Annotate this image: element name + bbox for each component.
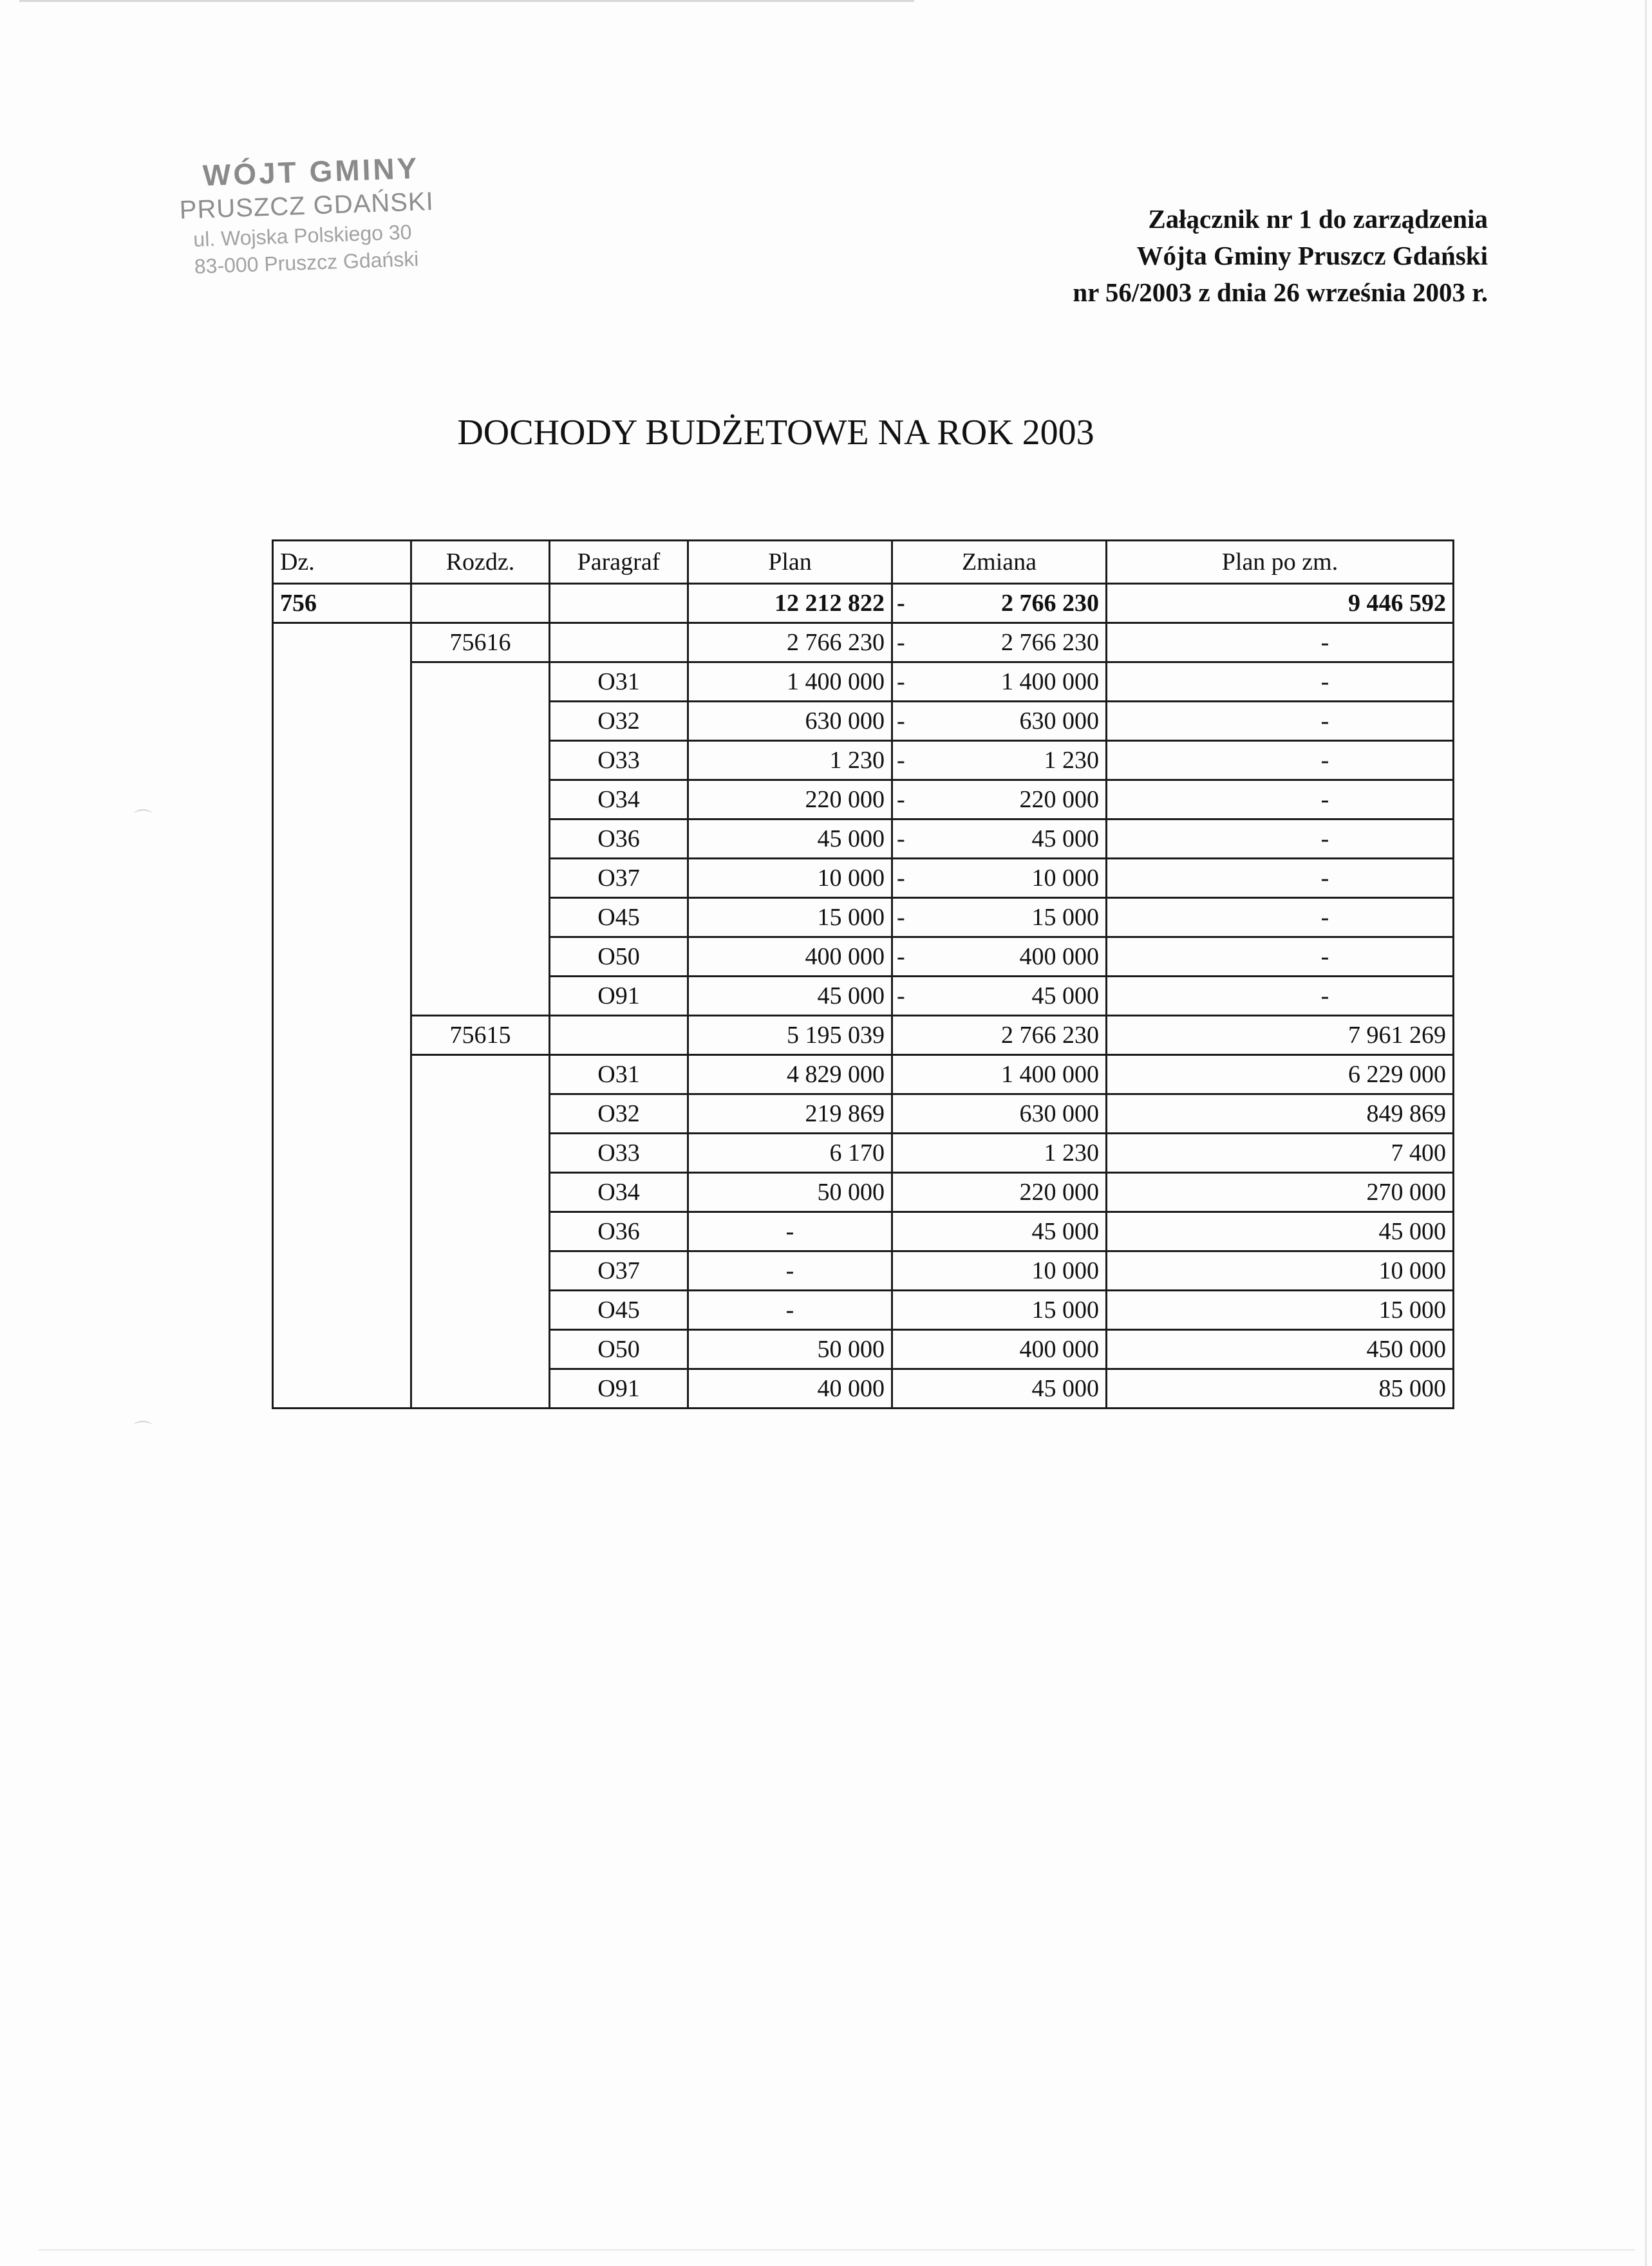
cell-dz <box>273 977 411 1016</box>
cell-dz <box>273 1173 411 1212</box>
cell-rozdz <box>411 1251 550 1291</box>
table-row <box>273 780 1454 819</box>
cell-sign: - <box>892 819 915 859</box>
cell-dz <box>273 1291 411 1330</box>
cell-plan-po-zm: - <box>1107 859 1454 898</box>
cell-plan-po-zm: 270 000 <box>1107 1173 1454 1212</box>
stamp-line-3: ul. Wojska Polskiego 30 <box>192 220 412 251</box>
document-title <box>0 412 1652 453</box>
table-row <box>273 1016 1454 1055</box>
table-row <box>273 741 1454 780</box>
cell-plan-po-zm: - <box>1107 702 1454 741</box>
cell-rozdz <box>411 1369 550 1409</box>
cell-zmiana: 2 766 230 <box>915 584 1107 623</box>
scan-mark: ⌒ <box>134 1421 153 1441</box>
cell-plan: 50 000 <box>688 1330 892 1369</box>
cell-paragraf: O33 <box>550 741 688 780</box>
cell-zmiana: 2 766 230 <box>915 1016 1107 1055</box>
cell-sign <box>892 1055 915 1094</box>
cell-paragraf: O37 <box>550 859 688 898</box>
cell-zmiana: 400 000 <box>915 937 1107 977</box>
cell-plan-po-zm: 849 869 <box>1107 1094 1454 1134</box>
cell-dz <box>273 1055 411 1094</box>
table-row <box>273 898 1454 937</box>
table-body <box>273 584 1454 1409</box>
cell-dz <box>273 898 411 937</box>
cell-paragraf: O45 <box>550 898 688 937</box>
cell-sign <box>892 1251 915 1291</box>
cell-dz <box>273 623 411 662</box>
cell-sign: - <box>892 702 915 741</box>
cell-paragraf: O32 <box>550 1094 688 1134</box>
cell-zmiana: 10 000 <box>915 859 1107 898</box>
cell-rozdz <box>411 780 550 819</box>
cell-plan-po-zm: - <box>1107 662 1454 702</box>
cell-sign <box>892 1173 915 1212</box>
table-row <box>273 1173 1454 1212</box>
cell-plan: - <box>688 1212 892 1251</box>
table-row <box>273 584 1454 623</box>
cell-plan: 1 400 000 <box>688 662 892 702</box>
cell-sign: - <box>892 741 915 780</box>
cell-zmiana: 1 230 <box>915 1134 1107 1173</box>
cell-paragraf: O50 <box>550 937 688 977</box>
table-row <box>273 623 1454 662</box>
cell-paragraf: O36 <box>550 819 688 859</box>
cell-rozdz <box>411 859 550 898</box>
cell-plan: 400 000 <box>688 937 892 977</box>
cell-sign <box>892 1134 915 1173</box>
cell-plan-po-zm: - <box>1107 977 1454 1016</box>
cell-plan: 5 195 039 <box>688 1016 892 1055</box>
cell-dz: 756 <box>273 584 411 623</box>
stamp-line-1: WÓJT GMINY <box>202 151 420 192</box>
table-row <box>273 1094 1454 1134</box>
cell-sign <box>892 1369 915 1409</box>
cell-plan: 1 230 <box>688 741 892 780</box>
cell-plan-po-zm: - <box>1107 741 1454 780</box>
cell-zmiana: 45 000 <box>915 819 1107 859</box>
cell-dz <box>273 1016 411 1055</box>
cell-rozdz: 75615 <box>411 1016 550 1055</box>
header-rozdz: Rozdz. <box>411 541 550 584</box>
cell-sign <box>892 1016 915 1055</box>
cell-rozdz <box>411 1055 550 1094</box>
table-row <box>273 977 1454 1016</box>
cell-paragraf: O31 <box>550 1055 688 1094</box>
table-row <box>273 1291 1454 1330</box>
cell-plan-po-zm: - <box>1107 623 1454 662</box>
table-row <box>273 859 1454 898</box>
scan-mark: ⌒ <box>134 809 153 829</box>
cell-plan: - <box>688 1291 892 1330</box>
table-row <box>273 1212 1454 1251</box>
cell-sign: - <box>892 623 915 662</box>
cell-rozdz <box>411 584 550 623</box>
cell-zmiana: 630 000 <box>915 1094 1107 1134</box>
cell-paragraf <box>550 1016 688 1055</box>
cell-zmiana: 15 000 <box>915 1291 1107 1330</box>
header-plan-po-zm: Plan po zm. <box>1107 541 1454 584</box>
cell-dz <box>273 859 411 898</box>
cell-sign: - <box>892 662 915 702</box>
cell-zmiana: 45 000 <box>915 1212 1107 1251</box>
cell-dz <box>273 1134 411 1173</box>
cell-plan: 4 829 000 <box>688 1055 892 1094</box>
cell-rozdz <box>411 1173 550 1212</box>
cell-zmiana: 220 000 <box>915 1173 1107 1212</box>
cell-paragraf: O37 <box>550 1251 688 1291</box>
cell-rozdz <box>411 1291 550 1330</box>
cell-sign: - <box>892 780 915 819</box>
cell-rozdz <box>411 1094 550 1134</box>
cell-sign: - <box>892 977 915 1016</box>
cell-sign <box>892 1291 915 1330</box>
cell-sign <box>892 1094 915 1134</box>
cell-sign: - <box>892 859 915 898</box>
cell-dz <box>273 819 411 859</box>
cell-rozdz <box>411 898 550 937</box>
cell-zmiana: 2 766 230 <box>915 623 1107 662</box>
cell-sign <box>892 1330 915 1369</box>
header-plan: Plan <box>688 541 892 584</box>
cell-dz <box>273 662 411 702</box>
table-row <box>273 937 1454 977</box>
cell-zmiana: 1 400 000 <box>915 1055 1107 1094</box>
cell-zmiana: 15 000 <box>915 898 1107 937</box>
cell-paragraf: O45 <box>550 1291 688 1330</box>
table-row <box>273 1369 1454 1409</box>
annex-line-2: Wójta Gminy Pruszcz Gdański <box>1136 241 1488 270</box>
cell-plan-po-zm: 7 961 269 <box>1107 1016 1454 1055</box>
cell-plan-po-zm: 9 446 592 <box>1107 584 1454 623</box>
stamp-line-4: 83-000 Pruszcz Gdański <box>194 247 419 278</box>
scan-edge-bottom <box>39 2249 1635 2251</box>
stamp-line-2: PRUSZCZ GDAŃSKI <box>179 187 435 225</box>
cell-dz <box>273 780 411 819</box>
cell-paragraf <box>550 584 688 623</box>
cell-plan-po-zm: - <box>1107 937 1454 977</box>
cell-zmiana: 400 000 <box>915 1330 1107 1369</box>
cell-paragraf: O36 <box>550 1212 688 1251</box>
cell-paragraf: O31 <box>550 662 688 702</box>
cell-dz <box>273 937 411 977</box>
cell-plan: - <box>688 1251 892 1291</box>
cell-plan-po-zm: - <box>1107 780 1454 819</box>
cell-plan: 12 212 822 <box>688 584 892 623</box>
cell-rozdz <box>411 741 550 780</box>
header-paragraf: Paragraf <box>550 541 688 584</box>
scan-edge-right <box>1645 0 1647 2266</box>
cell-plan-po-zm: - <box>1107 819 1454 859</box>
annex-line-3: nr 56/2003 z dnia 26 września 2003 r. <box>1073 277 1488 307</box>
cell-plan: 10 000 <box>688 859 892 898</box>
cell-rozdz <box>411 1134 550 1173</box>
cell-dz <box>273 1094 411 1134</box>
cell-plan: 50 000 <box>688 1173 892 1212</box>
cell-plan: 2 766 230 <box>688 623 892 662</box>
cell-paragraf: O91 <box>550 977 688 1016</box>
table-row <box>273 662 1454 702</box>
table-row <box>273 1134 1454 1173</box>
cell-plan: 45 000 <box>688 977 892 1016</box>
cell-paragraf: O34 <box>550 780 688 819</box>
cell-zmiana: 1 400 000 <box>915 662 1107 702</box>
cell-plan-po-zm: 15 000 <box>1107 1291 1454 1330</box>
cell-zmiana: 45 000 <box>915 977 1107 1016</box>
cell-plan: 45 000 <box>688 819 892 859</box>
cell-paragraf: O32 <box>550 702 688 741</box>
cell-sign: - <box>892 937 915 977</box>
cell-rozdz <box>411 937 550 977</box>
cell-sign: - <box>892 898 915 937</box>
cell-plan: 220 000 <box>688 780 892 819</box>
table-row <box>273 1251 1454 1291</box>
budget-table <box>272 539 1454 1409</box>
cell-plan-po-zm: 7 400 <box>1107 1134 1454 1173</box>
cell-rozdz <box>411 977 550 1016</box>
cell-zmiana: 1 230 <box>915 741 1107 780</box>
cell-paragraf: O91 <box>550 1369 688 1409</box>
cell-dz <box>273 702 411 741</box>
header-zmiana: Zmiana <box>892 541 1107 584</box>
cell-zmiana: 45 000 <box>915 1369 1107 1409</box>
table-row <box>273 702 1454 741</box>
cell-plan-po-zm: - <box>1107 898 1454 937</box>
cell-plan: 40 000 <box>688 1369 892 1409</box>
cell-zmiana: 630 000 <box>915 702 1107 741</box>
annex-line-1: Załącznik nr 1 do zarządzenia <box>1148 204 1488 234</box>
annex-note <box>908 201 1488 311</box>
scan-edge-top <box>19 0 914 2</box>
cell-plan: 630 000 <box>688 702 892 741</box>
cell-zmiana: 10 000 <box>915 1251 1107 1291</box>
cell-paragraf: O33 <box>550 1134 688 1173</box>
cell-paragraf: O50 <box>550 1330 688 1369</box>
cell-plan-po-zm: 10 000 <box>1107 1251 1454 1291</box>
cell-rozdz <box>411 1212 550 1251</box>
cell-rozdz <box>411 1330 550 1369</box>
table-header-row <box>273 541 1454 584</box>
cell-plan: 15 000 <box>688 898 892 937</box>
cell-plan-po-zm: 85 000 <box>1107 1369 1454 1409</box>
cell-dz <box>273 1369 411 1409</box>
cell-dz <box>273 1330 411 1369</box>
cell-plan-po-zm: 6 229 000 <box>1107 1055 1454 1094</box>
table-row <box>273 819 1454 859</box>
cell-rozdz <box>411 819 550 859</box>
cell-rozdz <box>411 662 550 702</box>
cell-dz <box>273 1251 411 1291</box>
document-title-text: DOCHODY BUDŻETOWE NA ROK 2003 <box>457 413 1094 453</box>
header-dz: Dz. <box>273 541 411 584</box>
cell-dz <box>273 1212 411 1251</box>
table-row <box>273 1055 1454 1094</box>
cell-dz <box>273 741 411 780</box>
cell-zmiana: 220 000 <box>915 780 1107 819</box>
cell-paragraf: O34 <box>550 1173 688 1212</box>
cell-plan-po-zm: 450 000 <box>1107 1330 1454 1369</box>
cell-sign: - <box>892 584 915 623</box>
cell-rozdz <box>411 702 550 741</box>
cell-sign <box>892 1212 915 1251</box>
cell-paragraf <box>550 623 688 662</box>
cell-plan: 219 869 <box>688 1094 892 1134</box>
table-row <box>273 1330 1454 1369</box>
office-stamp <box>173 147 511 281</box>
cell-rozdz: 75616 <box>411 623 550 662</box>
cell-plan-po-zm: 45 000 <box>1107 1212 1454 1251</box>
cell-plan: 6 170 <box>688 1134 892 1173</box>
